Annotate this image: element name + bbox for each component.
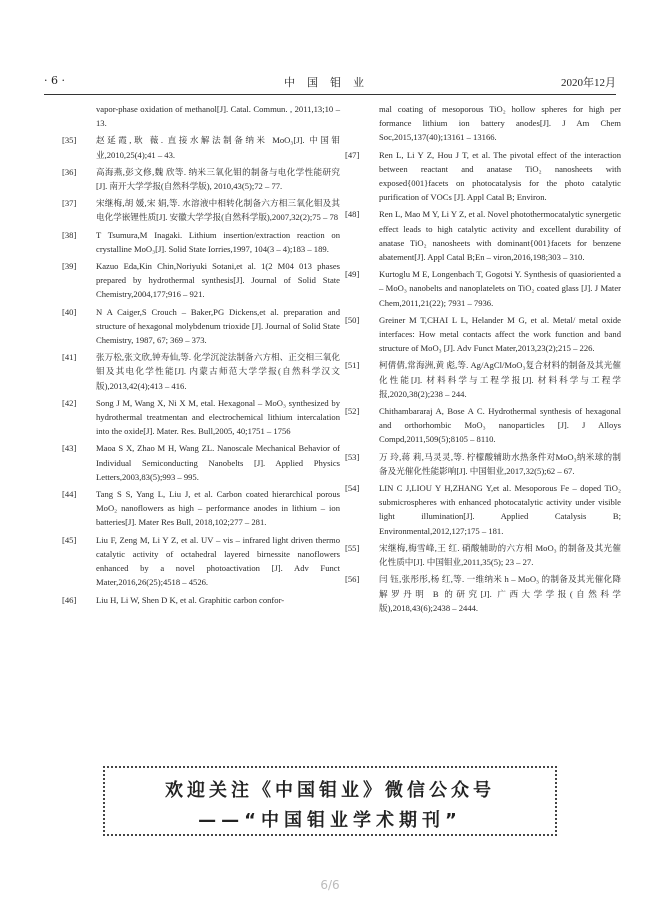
page-number: · 6 · <box>44 74 65 87</box>
reference-item: [50] Greiner M T,CHAI L L, Helander M G, et al. Metal/ metal oxide interfaces: How metal contacts affect the work function and band structure of MoO₃ [J]. Adv Funct Mater,2013,23(2);215 – 226. <box>345 314 621 354</box>
reference-item: [55] 宋继梅,梅雪峰,王 红. 硝酸辅助的六方相 MoO₃ 的制备及其光催化性质中[J]. 中国钼业,2011,35(5); 23 – 27. <box>345 542 621 568</box>
reference-item: [37] 宋继梅,胡 媛,宋 娟,等. 水溶液中相转化制备六方相三氧化钼及其电化学嵌锂性质[J]. 安徽大学学报(自然科学版),2007,32(2);75 – 78 <box>62 198 340 223</box>
header-rule <box>44 94 616 95</box>
banner-line-2: ——“中国钼业学术期刊” <box>198 810 462 831</box>
reference-item: [36] 高海燕,彭文修,魏 欣等. 纳米三氧化钼的制备与电化学性能研究[J]. 南开大学学报(自然科学版), 2010,43(5);72 – 77. <box>62 166 340 192</box>
reference-item: [42] Song J M, Wang X, Ni X M, etal. Hexagonal – MoO₃ synthesized by hydrothermal treatmentan and electrochemical lithium intercalation into the oxide[J]. Mater. Res. Bull,2005, 40;1751 – 1756 <box>62 397 340 437</box>
reference-item: [53] 万 玲,蒋 莉,马灵灵,等. 柠檬酸辅助水热条件对MoO₃纳米球的制备及光催化性能影响[J]. 中国钼业,2017,32(5);62 – 67. <box>345 451 621 476</box>
banner-line-1: 欢迎关注《中国钼业》微信公众号 <box>165 780 495 801</box>
wechat-banner <box>103 766 557 836</box>
reference-item: [48] Ren L, Mao M Y, Li Y Z, et al. Novel photothermocatalytic synergetic effect leads to high catalytic activity and excellent durability of anatase TiO₂ nanosheets with dominant{001}facets for benzene abatement[J]. Appl Catal B;En – viron,2016,198;303 – 310. <box>345 209 621 263</box>
references-right-column <box>345 102 621 618</box>
reference-item: [49] Kurtoglu M E, Longenbach T, Gogotsi Y. Synthesis of quasioriented a – MoO₃ nanobelts and nanoplatelets on TiO₂ coated glass [J]. J Mater Chem,2011,21(22); 7931 – 7936. <box>345 269 621 308</box>
reference-item: mal coating of mesoporous TiO₂ hollow spheres for high per formance lithium ion battery anodes[J]. J Am Chem Soc,2015,137(40);13161 – 13166. <box>379 104 621 143</box>
reference-item: [54] LIN C J,LIOU Y H,ZHANG Y,et al. Mesoporous Fe – doped TiO₂ submicrospheres with enhanced photocatalytic activity under visible light illumination[J]. Applied Catalysis B; Environmental,2012,127;175 – 181. <box>345 483 621 536</box>
reference-item: [45] Liu F, Zeng M, Li Y Z, et al. UV – vis – infrared light driven thermo catalytic activity of octahedral layered birnessite nanoflowers enhanced by a novel photoactivation [J]. Adv Funct Mater,2016,26(25);4518 – 4526. <box>62 534 340 588</box>
reference-item: [38] T Tsumura,M Inagaki. Lithium insertion/extraction reaction on crystalline MoO₃[J]. Solid State Iorries,1997, 104(3 – 4);183 – 189. <box>62 229 340 254</box>
reference-item: vapor-phase oxidation of methanol[J]. Catal. Commun. , 2011,13;10 – 13. <box>96 104 340 129</box>
journal-name: 中国钼业 <box>284 76 376 89</box>
reference-item: [40] N A Caiger,S Crouch – Baker,PG Dickens,et al. preparation and structure of hexagonal molybdenum trioxide [J]. Journal of Solid State Chemistry, 1987, 67; 369 – 373. <box>62 306 340 346</box>
references-left-column <box>62 102 340 610</box>
issue-date: 2020年12月 <box>561 77 616 89</box>
page-indicator: 6/6 <box>320 878 340 892</box>
reference-item: [39] Kazuo Eda,Kin Chin,Noriyuki Sotani,et al. 1(2 M04 013 phases prepared by hydrothermal synthesis[J]. Journal of Solid State Chemistry,2004,177;916 – 921. <box>62 261 340 300</box>
reference-item: [43] Maoa S X, Zhao M H, Wang ZL. Nanoscale Mechanical Behavior of Individual Semiconducting Nanobelts [J]. Applied Physics Letters,2003,83(5);993 – 995. <box>62 443 340 482</box>
reference-item: [46] Liu H, Li W, Shen D K, et al. Graphitic carbon confor- <box>62 594 285 605</box>
reference-item: [44] Tang S S, Yang L, Liu J, et al. Carbon coated hierarchical porous MoO₂ nanoflowers as high – performance anodes in lithium – ion batteries[J]. Mater Res Bull, 2018,102;277 – 281. <box>62 489 340 528</box>
page-header <box>36 74 624 92</box>
reference-item: [52] Chithambararaj A, Bose A C. Hydrothermal synthesis of hexagonal and orthorhombic MoO₃ nanoparticles [J]. J Alloys Compd,2011,509(5);8105 – 8110. <box>345 406 621 445</box>
reference-item: [35] 赵延霞,耿 薇. 直接水解法制备纳米 MoO₃[J]. 中国钼业,2010,25(4);41 – 43. <box>62 135 340 160</box>
reference-item: [51] 柯倩倩,常海洲,黄 彪,等. Ag/AgCl/MoO₃复合材料的制备及其光催化性能[J]. 材料科学与工程学报[J]. 材料科学与工程学报,2020,38(2);238 – 244. <box>345 360 621 399</box>
reference-item: [47] Ren L, Li Y Z, Hou J T, et al. The pivotal effect of the interaction between reactant and anatase TiO₂ nanosheets with exposed{001}facets on photocatalysis for the photo catalytic purification of VOCs [J]. Appl Catal B; Environ. <box>345 149 621 203</box>
reference-item: [56] 闫 钰,张彤彤,杨 红,等. 一维纳米 h – MoO₃ 的制备及其光催化降解罗丹明 B 的研究[J]. 广西大学学报(自然科学版),2018,43(6);2438 – 2444. <box>345 574 621 613</box>
reference-item: [41] 张万松,张文欣,钟寿仙,等. 化学沉淀法制备六方相、正交相三氧化钼及其电化学性能[J]. 内蒙古师范大学学报(自然科学汉文版),2013,42(4);413 – 416. <box>62 352 340 391</box>
